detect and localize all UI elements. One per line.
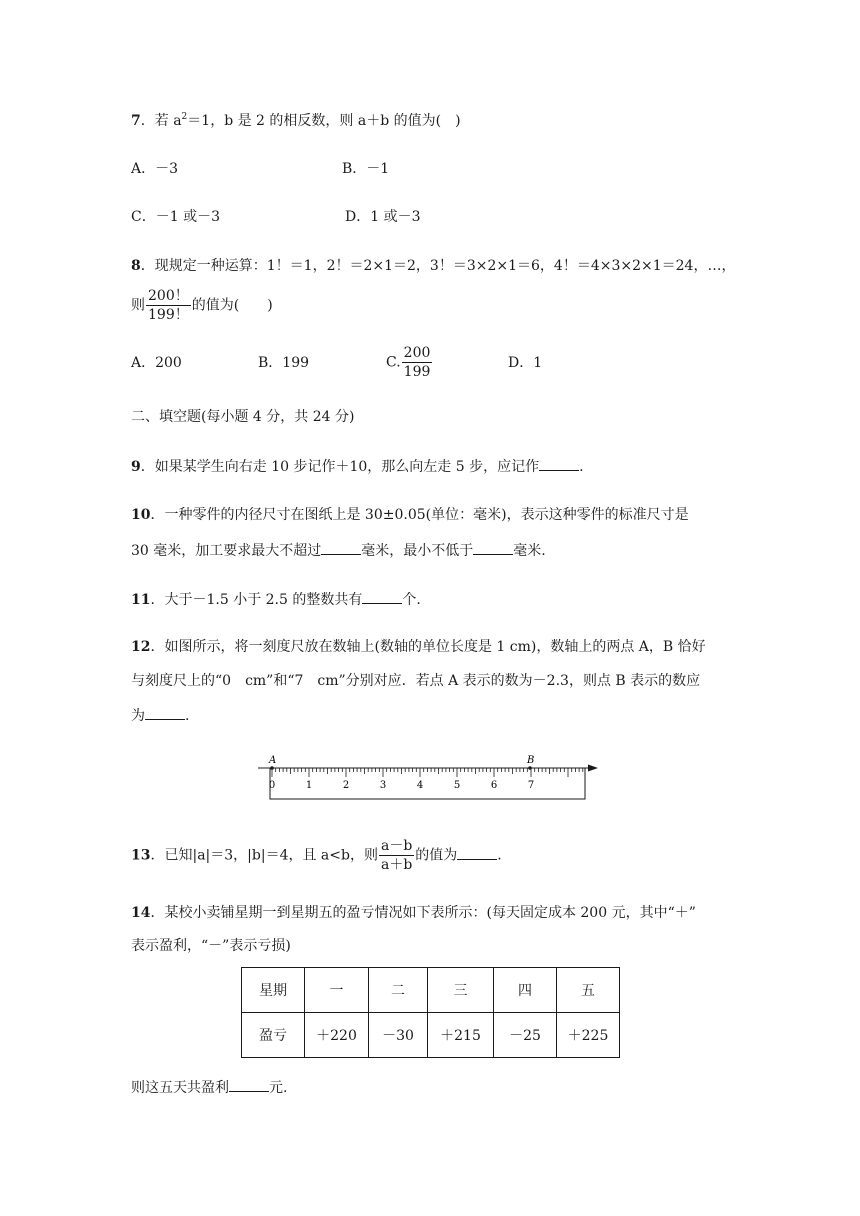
question-number: 10	[131, 507, 151, 523]
option-c: C．－1 或－3	[131, 209, 220, 225]
question-14	[131, 903, 696, 923]
question-stem: ．如图所示，将一刻度尺放在数轴上(数轴的单位长度是 1 cm)，数轴上的两点 A，B 恰好	[150, 639, 706, 655]
fraction-numerator: a－b	[380, 838, 413, 854]
question-number: 12	[131, 639, 151, 655]
arrow-head-icon	[588, 765, 598, 772]
question-number: 11	[131, 592, 151, 608]
question-text: .	[497, 847, 502, 864]
answer-blank	[321, 540, 361, 555]
point-a-label: A	[269, 755, 277, 766]
ruler-label: 2	[342, 780, 350, 791]
question-9	[131, 456, 584, 477]
ruler-label: 6	[490, 780, 498, 791]
question-number: 13	[131, 847, 151, 864]
option-d: D．1 或－3	[345, 209, 421, 225]
question-text: 30 毫米，加工要求最大不超过	[131, 543, 322, 559]
option-label: C.	[386, 354, 401, 371]
question-stem: ．现规定一种运算：1！＝1，2！＝2×1＝2，3！＝3×2×1＝6，4！＝4×3×2×1＝24，…，	[140, 258, 736, 274]
ruler-body	[270, 768, 585, 799]
table-cell: 二	[369, 968, 428, 1013]
question-stem: ．某校小卖铺星期一到星期五的盈亏情况如下表所示：(每天固定成本 200 元，其中“＋”	[150, 905, 696, 921]
profit-loss-table	[241, 967, 620, 1058]
question-text: 的值为	[415, 847, 458, 864]
table-cell: ＋220	[305, 1013, 369, 1058]
ruler-label: 1	[305, 780, 313, 791]
question-text: 毫米.	[513, 543, 546, 559]
question-stem: ．大于－1.5 小于 2.5 的整数共有	[150, 592, 363, 608]
table-header-cell: 盈亏	[242, 1013, 305, 1058]
question-suffix: 的值为( )	[191, 297, 273, 314]
answer-blank	[362, 589, 402, 604]
exponent: 2	[181, 112, 188, 122]
option-b: B．199	[258, 355, 310, 371]
answer-blank	[457, 845, 497, 860]
answer-blank	[229, 1077, 269, 1092]
fraction	[146, 287, 191, 324]
fraction-numerator: 200！	[148, 288, 189, 304]
question-7	[131, 111, 461, 131]
question-14-line-2: 表示盈利，“－”表示亏损)	[131, 938, 291, 954]
question-text: 元.	[269, 1080, 288, 1096]
question-text: 毫米，最小不低于	[361, 543, 474, 559]
question-prefix: 则	[131, 297, 145, 314]
question-8	[131, 256, 735, 276]
question-12-line-2: 与刻度尺上的“0 cm”和“7 cm”分别对应．若点 A 表示的数为－2.3，则点 B 表示的数应	[131, 673, 701, 689]
ruler-label: 7	[527, 780, 535, 791]
answer-blank	[145, 705, 185, 720]
question-stem: ．若 a	[140, 113, 182, 129]
table-cell: 五	[557, 968, 620, 1013]
question-stem-rest: ＝1，b 是 2 的相反数，则 a＋b 的值为( )	[187, 113, 461, 129]
table-cell: 一	[305, 968, 369, 1013]
question-text: 为	[131, 708, 145, 724]
table-header-cell: 星期	[242, 968, 305, 1013]
question-12	[131, 637, 706, 657]
question-text: 则这五天共盈利	[131, 1080, 229, 1096]
fraction	[402, 344, 433, 381]
question-8-line-2	[131, 287, 273, 324]
option-b: B．－1	[342, 161, 390, 177]
option-c	[386, 344, 433, 381]
question-13	[131, 837, 502, 874]
question-end: 个.	[402, 592, 421, 608]
question-11	[131, 589, 421, 610]
table-cell: 四	[494, 968, 557, 1013]
ruler-label: 0	[268, 780, 276, 791]
ruler-label: 4	[416, 780, 424, 791]
option-a: A．200	[131, 355, 182, 371]
question-14-after	[131, 1077, 287, 1098]
option-d: D．1	[508, 355, 543, 371]
fraction-numerator: 200	[403, 345, 431, 361]
answer-blank	[539, 456, 579, 471]
question-stem: ．如果某学生向右走 10 步记作＋10，那么向左走 5 步，应记作	[140, 459, 540, 475]
option-a: A．－3	[131, 161, 179, 177]
question-number: 8	[131, 258, 141, 274]
table-row	[242, 968, 620, 1013]
ruler-label: 3	[379, 780, 387, 791]
point-a-dot	[270, 766, 274, 770]
point-b-label: B	[527, 755, 535, 766]
table-cell: ＋215	[428, 1013, 494, 1058]
question-stem: ．一种零件的内径尺寸在图纸上是 30±0.05(单位：毫米)，表示这种零件的标准尺寸是	[150, 507, 689, 523]
question-number: 14	[131, 905, 151, 921]
table-cell: 三	[428, 968, 494, 1013]
question-number: 7	[131, 113, 141, 129]
section-heading: 二、填空题(每小题 4 分，共 24 分)	[131, 409, 355, 425]
ruler-label: 5	[453, 780, 461, 791]
table-cell: ＋225	[557, 1013, 620, 1058]
question-end: .	[579, 459, 584, 475]
fraction-denominator: a＋b	[380, 857, 413, 873]
answer-blank	[473, 540, 513, 555]
point-b-dot	[528, 766, 532, 770]
ruler-labels	[269, 780, 534, 791]
table-row	[242, 1013, 620, 1058]
table-cell: －25	[494, 1013, 557, 1058]
question-12-line-3	[131, 705, 189, 726]
question-stem: ．已知|a|＝3，|b|＝4，且 a<b，则	[150, 847, 378, 864]
ruler-ticks	[272, 768, 583, 777]
question-10-line-2	[131, 540, 546, 561]
fraction	[379, 837, 414, 874]
table-cell: －30	[369, 1013, 428, 1058]
fraction-denominator: 199！	[148, 307, 189, 323]
question-10	[131, 505, 689, 525]
ruler-figure	[258, 752, 603, 802]
fraction-denominator: 199	[403, 364, 431, 380]
question-number: 9	[131, 459, 141, 475]
question-text: .	[185, 708, 190, 724]
